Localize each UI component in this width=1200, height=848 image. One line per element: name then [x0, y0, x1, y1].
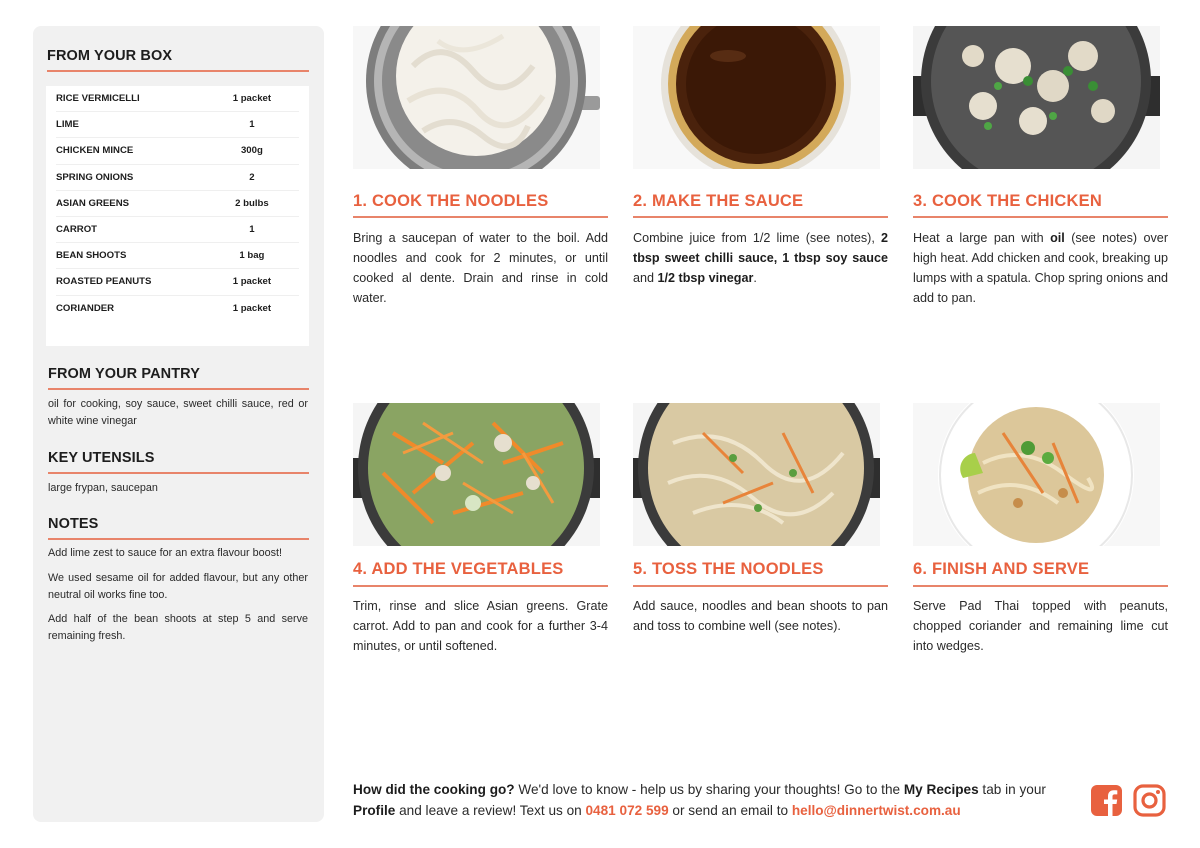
notes-heading-rule: [48, 538, 309, 540]
note-1: Add lime zest to sauce for an extra flavour boost!: [48, 547, 283, 559]
step-6-rule: [913, 585, 1168, 587]
ingredient-row: [56, 296, 299, 322]
ingredient-name: BEAN SHOOTS: [56, 250, 127, 262]
ingredient-name: ROASTED PEANUTS: [56, 276, 152, 288]
step-1-rule: [353, 216, 608, 218]
instagram-icon[interactable]: [1133, 784, 1166, 817]
pantry-heading-rule: [48, 388, 309, 390]
ingredient-name: CHICKEN MINCE: [56, 145, 134, 157]
email-link[interactable]: hello@dinnertwist.com.au: [791, 803, 961, 818]
ingredient-row: [56, 112, 299, 138]
ingredient-qty: 1 packet: [232, 93, 272, 105]
step-3-title: 3. COOK THE CHICKEN: [913, 192, 1102, 210]
step-3-text: Heat a large pan with oil (see notes) over high heat. Add chicken and cook, breaking up lumps with a spatula. Chop spring onions and add to pan.: [913, 231, 1169, 305]
profile-link[interactable]: Profile: [353, 803, 396, 818]
note-2: We used sesame oil for added flavour, but any other neutral oil works fine too.: [48, 572, 308, 601]
ingredient-qty: 1: [249, 224, 255, 236]
ingredient-row: [56, 165, 299, 191]
utensils-text: large frypan, saucepan: [48, 482, 158, 494]
box-heading: FROM YOUR BOX: [47, 48, 173, 64]
facebook-icon[interactable]: [1090, 784, 1123, 817]
feedback-footer: How did the cooking go? We'd love to know - help us by sharing your thoughts! Go to the My Recipes tab in your Profile and leave a review! Text us on 0481 072 599 or send an email to hello@dinnertwist.com.au: [353, 782, 1046, 818]
ingredient-qty: 1 packet: [232, 276, 272, 288]
ingredient-row: [56, 86, 299, 112]
ingredient-name: CARROT: [56, 224, 98, 236]
ingredient-row: [56, 269, 299, 295]
step-5-text: Add sauce, noodles and bean shoots to pan and toss to combine well (see notes).: [633, 599, 888, 633]
pantry-text: oil for cooking, soy sauce, sweet chilli sauce, red or white wine vinegar: [48, 398, 308, 427]
step-5-rule: [633, 585, 888, 587]
ingredient-qty: 2 bulbs: [235, 197, 269, 209]
ingredient-row: [56, 243, 299, 269]
phone-number-link[interactable]: 0481 072 599: [585, 803, 669, 818]
notes-heading: NOTES: [48, 516, 99, 532]
ingredients-sidebar: [33, 26, 324, 822]
step-1-text: Bring a saucepan of water to the boil. Add noodles and cook for 2 minutes, or until cooked al dente. Drain and rinse in cold water.: [353, 231, 608, 305]
step-4-title: 4. ADD THE VEGETABLES: [353, 560, 564, 578]
ingredient-name: RICE VERMICELLI: [56, 93, 140, 105]
chicken-mince-in-pan-photo: [913, 26, 1160, 169]
ingredient-row: [56, 191, 299, 217]
ingredient-name: LIME: [56, 119, 79, 131]
step-2-text: Combine juice from 1/2 lime (see notes), 2 tbsp sweet chilli sauce, 1 tbsp soy sauce and 1/2 tbsp vinegar.: [633, 231, 888, 285]
utensils-heading-rule: [48, 472, 309, 474]
ingredient-name: ASIAN GREENS: [56, 197, 130, 209]
step-4-text: Trim, rinse and slice Asian greens. Grate carrot. Add to pan and cook for a further 3-4 minutes, or until softened.: [353, 599, 608, 653]
noodles-tossed-in-pan-photo: [633, 403, 880, 546]
feedback-question: How did the cooking go?: [353, 782, 515, 797]
ingredient-row: [56, 217, 299, 243]
step-2-title: 2. MAKE THE SAUCE: [633, 192, 804, 210]
my-recipes-link[interactable]: My Recipes: [903, 782, 979, 797]
pantry-heading: FROM YOUR PANTRY: [48, 366, 200, 382]
step-6-text: Serve Pad Thai topped with peanuts, chopped coriander and remaining lime cut into wedges.: [913, 599, 1168, 653]
step-5-title: 5. TOSS THE NOODLES: [633, 560, 824, 578]
step-2-rule: [633, 216, 888, 218]
noodles-in-colander-photo: [353, 26, 600, 169]
ingredient-name: CORIANDER: [56, 303, 115, 315]
step-3-rule: [913, 216, 1168, 218]
ingredient-qty: 2: [249, 171, 255, 183]
ingredient-qty: 300g: [240, 145, 263, 157]
box-heading-rule: [47, 70, 309, 72]
ingredients-table: [46, 86, 309, 346]
utensils-heading: KEY UTENSILS: [48, 450, 155, 466]
step-1-title: 1. COOK THE NOODLES: [353, 192, 549, 210]
ingredient-qty: 1: [249, 119, 255, 131]
sauce-in-glass-bowl-photo: [633, 26, 880, 169]
ingredient-qty: 1 packet: [232, 303, 272, 315]
note-3: Add half of the bean shoots at step 5 and serve remaining fresh.: [48, 613, 308, 642]
ingredient-name: SPRING ONIONS: [56, 171, 134, 183]
pad-thai-plated-photo: [913, 403, 1160, 546]
ingredient-row: [56, 138, 299, 164]
step-6-title: 6. FINISH AND SERVE: [913, 560, 1090, 578]
step-4-rule: [353, 585, 608, 587]
vegetables-in-pan-photo: [353, 403, 600, 546]
ingredient-qty: 1 bag: [239, 250, 265, 262]
